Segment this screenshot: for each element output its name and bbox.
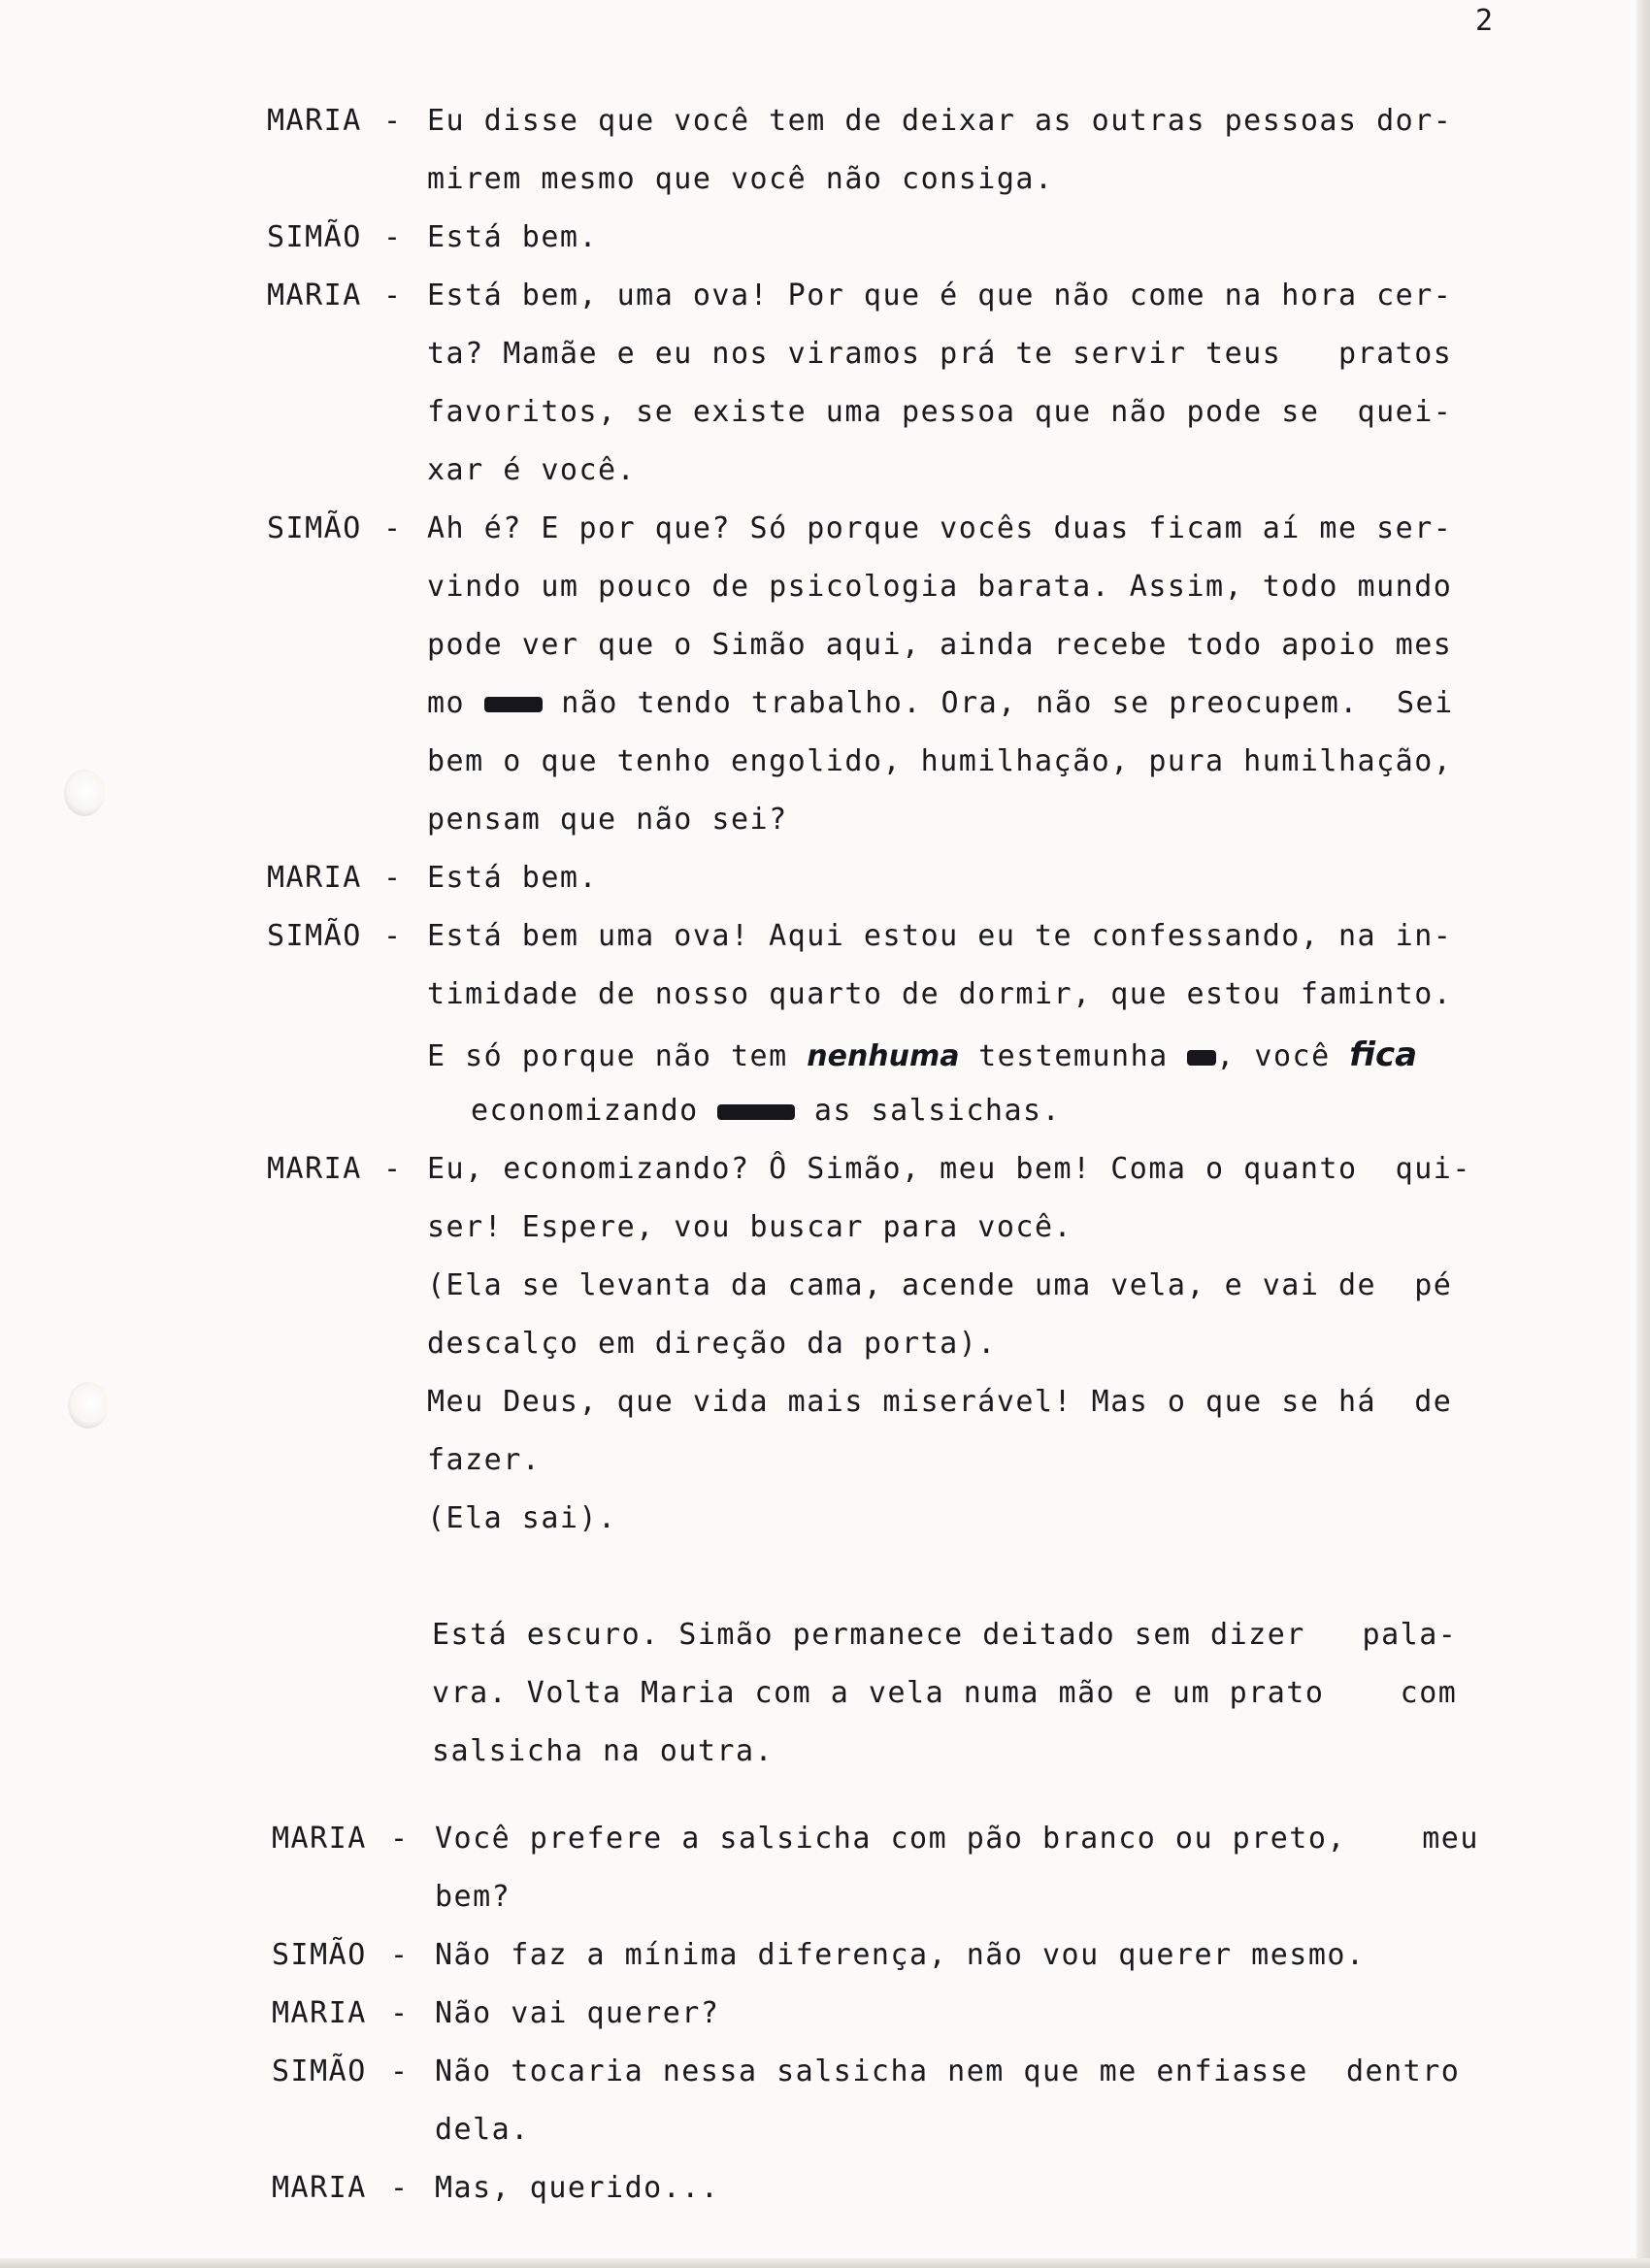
redaction-mark [1187, 1050, 1216, 1066]
speaker-label: MARIA [267, 861, 362, 895]
dialogue-fragment: economizando [471, 1094, 699, 1128]
dialogue-fragment: E só porque não tem [427, 1039, 788, 1073]
dialogue-line: bem? [435, 1880, 512, 1914]
stage-direction-line: descalço em direção da porta). [427, 1327, 997, 1361]
speaker-label: SIMÃO [267, 220, 362, 254]
dialogue-line: Está bem. [427, 220, 599, 254]
punch-hole [68, 1382, 109, 1429]
stage-direction-line: vra. Volta Maria com a vela numa mão e um prato com [432, 1676, 1458, 1710]
speaker-label: SIMÃO [267, 511, 362, 545]
redaction-mark [484, 697, 543, 712]
stage-direction-line: Está escuro. Simão permanece deitado sem dizer pala- [432, 1618, 1458, 1652]
page-edge-shadow-bottom [0, 2258, 1650, 2268]
dialogue-line: Você prefere a salsicha com pão branco ou preto, meu [435, 1822, 1479, 1856]
speaker-label: MARIA [272, 2171, 367, 2205]
speaker-label: SIMÃO [272, 1938, 367, 1972]
page-number: 2 [1475, 4, 1495, 38]
speaker-label: MARIA [272, 1996, 367, 2030]
speaker-label: MARIA [267, 104, 362, 138]
dialogue-fragment: mo [427, 686, 466, 720]
dialogue-fragment: testemunha [978, 1039, 1169, 1073]
dialogue-line: Mas, querido... [435, 2171, 720, 2205]
speaker-label: SIMÃO [267, 919, 362, 953]
stage-direction-line: (Ela se levanta da cama, acende uma vela, e vai de pé [427, 1268, 1453, 1302]
speaker-dash: - [390, 2171, 410, 2205]
dialogue-line: pensam que não sei? [427, 803, 788, 837]
speaker-dash: - [383, 1152, 403, 1186]
speaker-dash: - [383, 861, 403, 895]
speaker-dash: - [390, 1938, 410, 1972]
stage-direction-line: (Ela sai). [427, 1501, 617, 1535]
dialogue-line: Eu, economizando? Ô Simão, meu bem! Coma o quanto qui- [427, 1152, 1471, 1186]
dialogue-line: dela. [435, 2113, 530, 2147]
dialogue-line: ser! Espere, vou buscar para você. [427, 1210, 1073, 1244]
handwritten-insertion: fica [1349, 1035, 1418, 1074]
dialogue-line: Está bem, uma ova! Por que é que não come na hora cer- [427, 279, 1453, 312]
speaker-label: MARIA [272, 1822, 367, 1856]
dialogue-line: Não tocaria nessa salsicha nem que me enfiasse dentro [435, 2054, 1461, 2088]
dialogue-line: pode ver que o Simão aqui, ainda recebe todo apoio mes [427, 628, 1453, 662]
speaker-dash: - [390, 2054, 410, 2088]
handwritten-insertion: nenhuma [807, 1039, 960, 1073]
speaker-label: MARIA [267, 1152, 362, 1186]
speaker-dash: - [383, 511, 403, 545]
dialogue-line: mirem mesmo que você não consiga. [427, 162, 1054, 196]
page-edge-shadow [1636, 0, 1650, 2268]
dialogue-line: Está bem. [427, 861, 599, 895]
dialogue-line: fazer. [427, 1443, 542, 1477]
dialogue-line: bem o que tenho engolido, humilhação, pura humilhação, [427, 744, 1453, 778]
dialogue-line: Eu disse que você tem de deixar as outras pessoas dor- [427, 104, 1453, 138]
dialogue-line: vindo um pouco de psicologia barata. Assim, todo mundo [427, 570, 1453, 604]
dialogue-fragment: as salsichas. [813, 1094, 1062, 1128]
dialogue-line: Ah é? E por que? Só porque vocês duas ficam aí me ser- [427, 511, 1453, 545]
stage-direction-line: salsicha na outra. [432, 1734, 775, 1768]
dialogue-line: Está bem uma ova! Aqui estou eu te confessando, na in- [427, 919, 1453, 953]
speaker-dash: - [383, 104, 403, 138]
dialogue-line: ta? Mamãe e eu nos viramos prá te servir teus pratos [427, 337, 1453, 371]
speaker-dash: - [390, 1996, 410, 2030]
speaker-dash: - [383, 279, 403, 312]
redaction-mark [717, 1104, 795, 1120]
speaker-dash: - [383, 919, 403, 953]
dialogue-line [427, 1035, 1418, 1074]
dialogue-line: Não faz a mínima diferença, não vou querer mesmo. [435, 1938, 1366, 1972]
speaker-dash: - [390, 1822, 410, 1856]
dialogue-line: timidade de nosso quarto de dormir, que estou faminto. [427, 977, 1453, 1011]
dialogue-line: Não vai querer? [435, 1996, 720, 2030]
dialogue-fragment: não tendo trabalho. Ora, não se preocupem. Sei [561, 686, 1454, 720]
speaker-label: MARIA [267, 279, 362, 312]
speaker-label: SIMÃO [272, 2054, 367, 2088]
dialogue-fragment: , você [1216, 1039, 1331, 1073]
dialogue-line [471, 1094, 1062, 1128]
punch-hole [64, 770, 105, 816]
dialogue-line [427, 686, 1454, 720]
dialogue-line: favoritos, se existe uma pessoa que não pode se quei- [427, 395, 1453, 429]
speaker-dash: - [383, 220, 403, 254]
dialogue-line: Meu Deus, que vida mais miserável! Mas o que se há de [427, 1385, 1453, 1419]
dialogue-line: xar é você. [427, 453, 637, 487]
